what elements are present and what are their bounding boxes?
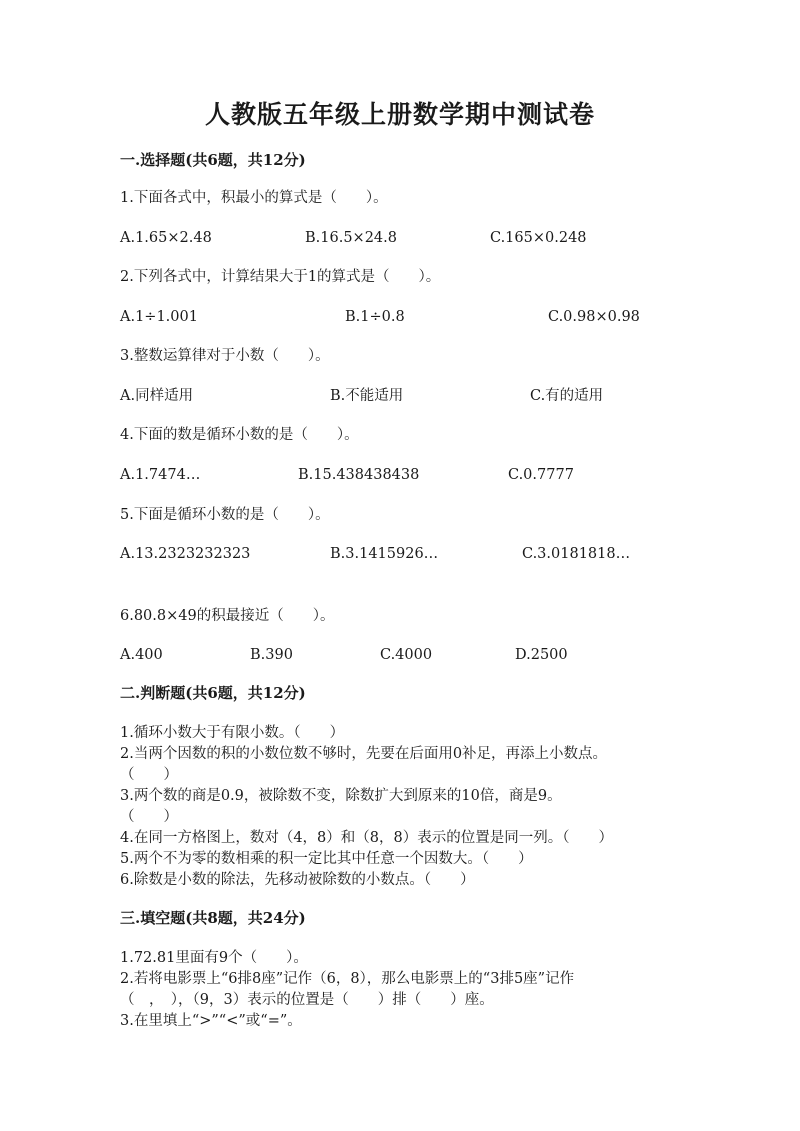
option: A.13.2323232323	[120, 546, 251, 562]
option: C.165×0.248	[490, 230, 587, 246]
option: B.1÷0.8	[345, 309, 405, 325]
option: C.0.7777	[508, 467, 574, 483]
option: B.3.1415926…	[330, 546, 439, 562]
question-stem: 4.下面的数是循环小数的是（ ）。	[120, 427, 359, 443]
answer-blank: （ ）	[120, 809, 178, 825]
question-stem: 6.80.8×49的积最接近（ ）。	[120, 608, 335, 624]
statement-line: 6.除数是小数的除法，先移动被除数的小数点。（ ）	[120, 872, 475, 888]
answer-blank: （ ）	[120, 767, 178, 783]
page-title: 人教版五年级上册数学期中测试卷	[204, 100, 595, 129]
fill-line: 3.在里填上“>”“<”或“=”。	[120, 1013, 302, 1029]
question-stem: 2.下列各式中，计算结果大于1的算式是（ ）。	[120, 269, 441, 285]
option: C.有的适用	[530, 388, 604, 404]
option: A.1.7474…	[120, 467, 201, 483]
statement-line: 5.两个不为零的数相乘的积一定比其中任意一个因数大。（ ）	[120, 851, 533, 867]
option: A.1.65×2.48	[120, 230, 212, 246]
statement-line: 2.当两个因数的积的小数位数不够时，先要在后面用0补足，再添上小数点。	[120, 746, 608, 762]
option: B.15.438438438	[298, 467, 420, 483]
option: C.0.98×0.98	[548, 309, 640, 325]
option: A.400	[120, 647, 163, 663]
fill-line: （ ， ），（9，3）表示的位置是（ ）排（ ）座。	[120, 992, 494, 1008]
option: C.4000	[380, 647, 433, 663]
option: A.1÷1.001	[120, 309, 198, 325]
option: D.2500	[515, 647, 568, 663]
section-heading-true-false: 二.判断题(共6题，共12分)	[120, 684, 306, 702]
section-heading-fill-blank: 三.填空题(共8题，共24分)	[120, 909, 306, 927]
statement-line: 4.在同一方格图上，数对（4，8）和（8，8）表示的位置是同一列。（ ）	[120, 830, 613, 846]
fill-line: 2.若将电影票上“6排8座”记作（6，8），那么电影票上的“3排5座”记作	[120, 971, 575, 987]
option: C.3.0181818…	[522, 546, 631, 562]
statement-line: 3.两个数的商是0.9，被除数不变，除数扩大到原来的10倍，商是9。	[120, 788, 562, 804]
question-stem: 1.下面各式中，积最小的算式是（ ）。	[120, 190, 388, 206]
question-stem: 5.下面是循环小数的是（ ）。	[120, 507, 330, 523]
option: B.16.5×24.8	[305, 230, 397, 246]
option: B.不能适用	[330, 388, 404, 404]
statement-line: 1.循环小数大于有限小数。（ ）	[120, 725, 345, 741]
option: A.同样适用	[120, 388, 194, 404]
option: B.390	[250, 647, 293, 663]
fill-line: 1.72.81里面有9个（ ）。	[120, 950, 308, 966]
question-stem: 3.整数运算律对于小数（ ）。	[120, 348, 330, 364]
section-heading-choice: 一.选择题(共6题，共12分)	[120, 151, 306, 169]
